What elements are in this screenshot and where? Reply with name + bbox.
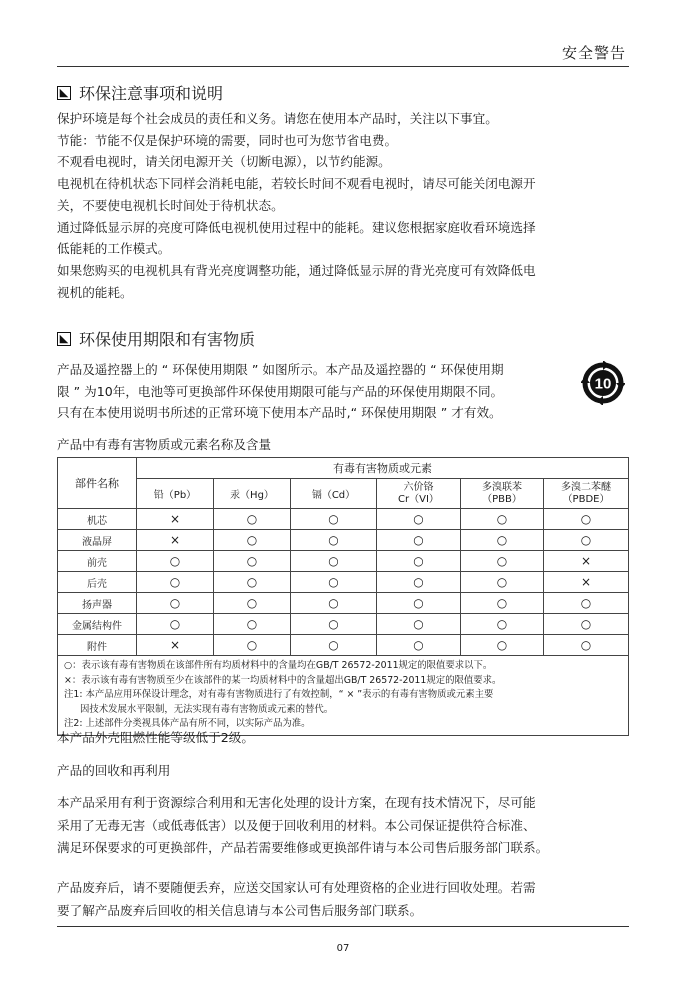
substance-mark: ○: [137, 614, 214, 635]
column-header-line: 镉（Cd）: [311, 490, 356, 501]
substance-mark: ○: [214, 551, 291, 572]
table-row: [58, 530, 629, 551]
part-name-header: 部件名称: [58, 458, 137, 509]
section2-body: [57, 359, 577, 424]
substance-mark: ○: [291, 614, 377, 635]
substance-mark: ○: [214, 509, 291, 530]
body-line: 产品及遥控器上的 “ 环保使用期限 ” 如图所示。本产品及遥控器的 “ 环保使用期: [57, 362, 504, 377]
substance-mark: ○: [544, 530, 629, 551]
column-header: [544, 479, 629, 509]
part-name: 扬声器: [58, 593, 137, 614]
substance-mark: ○: [214, 593, 291, 614]
substance-mark: ○: [214, 530, 291, 551]
substance-mark: ○: [461, 635, 544, 656]
body-line: 采用了无毒无害（或低毒低害）以及便于回收利用的材料。本公司保证提供符合标准、: [57, 817, 536, 833]
column-header: [377, 479, 461, 509]
body-line: 只有在本使用说明书所述的正常环境下使用本产品时,“ 环保使用期限 ” 才有效。: [57, 405, 502, 421]
substance-mark: ○: [214, 635, 291, 656]
table-notes: [58, 656, 629, 736]
substance-mark: ○: [377, 593, 461, 614]
substance-mark: ○: [461, 551, 544, 572]
substance-mark: ○: [544, 635, 629, 656]
substance-group-header: 有毒有害物质或元素: [137, 458, 629, 479]
substance-mark: ○: [291, 509, 377, 530]
body-line: 如果您购买的电视机具有背光亮度调整功能，通过降低显示屏的背光亮度可有效降低电: [57, 262, 536, 278]
section-title-environment: [57, 81, 223, 104]
substance-mark: ○: [461, 593, 544, 614]
substance-mark: ○: [291, 551, 377, 572]
footer-rule: [57, 926, 629, 927]
note-line: 因技术发展水平限制，无法实现有毒有害物质或元素的替代。: [80, 703, 334, 715]
substance-mark: ○: [377, 635, 461, 656]
part-name: 后壳: [58, 572, 137, 593]
substance-mark: ×: [544, 572, 629, 593]
table-row: [58, 509, 629, 530]
table-row: [58, 572, 629, 593]
table-subheader-row: [58, 479, 629, 509]
section-title-text: 环保注意事项和说明: [79, 84, 224, 103]
column-header-line: （PBDE）: [562, 493, 610, 505]
table-caption: 产品中有毒有害物质或元素名称及含量: [57, 437, 272, 452]
checkbox-icon: [57, 86, 71, 100]
body-line: 通过降低显示屏的亮度可降低电视机使用过程中的能耗。建议您根据家庭收看环境选择: [57, 219, 536, 235]
table-row: [58, 635, 629, 656]
body-line: 产品的回收和再利用: [57, 763, 171, 778]
column-header-line: 多溴联苯: [482, 481, 522, 493]
page-header-title: 安全警告: [561, 44, 626, 62]
substance-mark: ○: [461, 509, 544, 530]
column-header-line: Cr（VI）: [398, 493, 439, 505]
substance-mark: ×: [544, 551, 629, 572]
substance-mark: ×: [137, 509, 214, 530]
body-line: 本产品外壳阻燃性能等级低于2级。: [57, 730, 254, 745]
body-line: 视机的能耗。: [57, 284, 133, 300]
column-header-line: 铅（Pb）: [153, 490, 197, 501]
substance-mark: ×: [137, 530, 214, 551]
substance-mark: ○: [137, 551, 214, 572]
table-header-row: [58, 458, 629, 479]
substance-mark: ○: [377, 614, 461, 635]
body-line: 低能耗的工作模式。: [57, 241, 171, 257]
substance-mark: ○: [291, 593, 377, 614]
body-line: 满足环保要求的可更换部件，产品若需要维修或更换部件请与本公司售后服务部门联系。: [57, 840, 549, 855]
body-line: 产品废弃后，请不要随便丢弃，应送交国家认可有处理资格的企业进行回收处理。若需: [57, 880, 536, 895]
substance-mark: ○: [377, 530, 461, 551]
substance-mark: ○: [544, 509, 629, 530]
substance-mark: ○: [137, 593, 214, 614]
body-line: 不观看电视时，请关闭电源开关（切断电源），以节约能源。: [57, 154, 391, 170]
note-line: 注1: 本产品应用环保设计理念，对有毒有害物质进行了有效控制，“ × ”表示的有毒有害物质或元素主要: [64, 689, 494, 701]
part-name: 液晶屏: [58, 530, 137, 551]
table-row: [58, 551, 629, 572]
body-line: 保护环境是每个社会成员的责任和义务。请您在使用本产品时，关注以下事宜。: [57, 111, 498, 126]
section-title-text: 环保使用期限和有害物质: [79, 330, 256, 349]
substance-mark: ○: [544, 614, 629, 635]
part-name: 前壳: [58, 551, 137, 572]
recycle-body: [57, 792, 632, 860]
column-header: [461, 479, 544, 509]
column-header: [291, 479, 377, 509]
substance-mark: ○: [291, 530, 377, 551]
section1-body: [57, 108, 632, 303]
body-line: 本产品采用有利于资源综合利用和无害化处理的设计方案，在现有技术情况下，尽可能: [57, 795, 536, 810]
body-line: 关，不要使电视机长时间处于待机状态。: [57, 197, 284, 213]
disposal-body: [57, 877, 632, 922]
part-name: 附件: [58, 635, 137, 656]
note-line: ○：表示该有毒有害物质在该部件所有均质材料中的含量均在GB/T 26572-2011规定的限值要求以下。: [64, 660, 493, 671]
substance-mark: ○: [377, 572, 461, 593]
environmental-use-period-logo-icon: [581, 361, 625, 405]
substance-mark: ○: [377, 551, 461, 572]
body-line: 电视机在待机状态下同样会消耗电能，若较长时间不观看电视时，请尽可能关闭电源开: [57, 176, 536, 192]
substance-mark: ○: [214, 572, 291, 593]
table-row: [58, 593, 629, 614]
logo-number: 10: [594, 375, 612, 393]
note-line: ×：表示该有毒有害物质至少在该部件的某一均质材料中的含量超出GB/T 26572-2011规定的限值要求。: [64, 674, 502, 686]
substance-mark: ×: [137, 635, 214, 656]
recycle-title: [57, 760, 632, 782]
column-header-line: 六价铬: [403, 481, 434, 493]
body-line: 要了解产品废弃后回收的相关信息请与本公司售后服务部门联系。: [57, 902, 423, 918]
substance-mark: ○: [461, 530, 544, 551]
column-header: [137, 479, 214, 509]
part-name: 金属结构件: [58, 614, 137, 635]
substance-mark: ○: [544, 593, 629, 614]
substance-mark: ○: [137, 572, 214, 593]
substance-mark: ○: [291, 572, 377, 593]
column-header: [214, 479, 291, 509]
substance-mark: ○: [214, 614, 291, 635]
body-line: 节能：节能不仅是保护环境的需要，同时也可为您节省电费。: [57, 132, 398, 148]
part-name: 机芯: [58, 509, 137, 530]
substance-mark: ○: [377, 509, 461, 530]
checkbox-icon: [57, 332, 71, 346]
substance-mark: ○: [291, 635, 377, 656]
substance-mark: ○: [461, 614, 544, 635]
column-header-line: 汞（Hg）: [230, 490, 274, 501]
hazardous-substances-table: [57, 457, 629, 736]
table-notes-row: [58, 656, 629, 736]
note-line: 注2: 上述部件分类视具体产品有所不同，以实际产品为准。: [64, 718, 311, 730]
column-header-line: 多溴二苯醚: [561, 481, 612, 493]
column-header-line: （PBB）: [482, 493, 522, 505]
flame-rating-text: [57, 727, 632, 749]
header-rule: [57, 66, 629, 67]
page-number: 07: [336, 943, 350, 954]
section-title-hazardous: [57, 327, 255, 350]
body-line: 限 ” 为10年，电池等可更换部件环保使用期限可能与产品的环保使用期限不同。: [57, 383, 504, 399]
substance-mark: ○: [461, 572, 544, 593]
table-row: [58, 614, 629, 635]
